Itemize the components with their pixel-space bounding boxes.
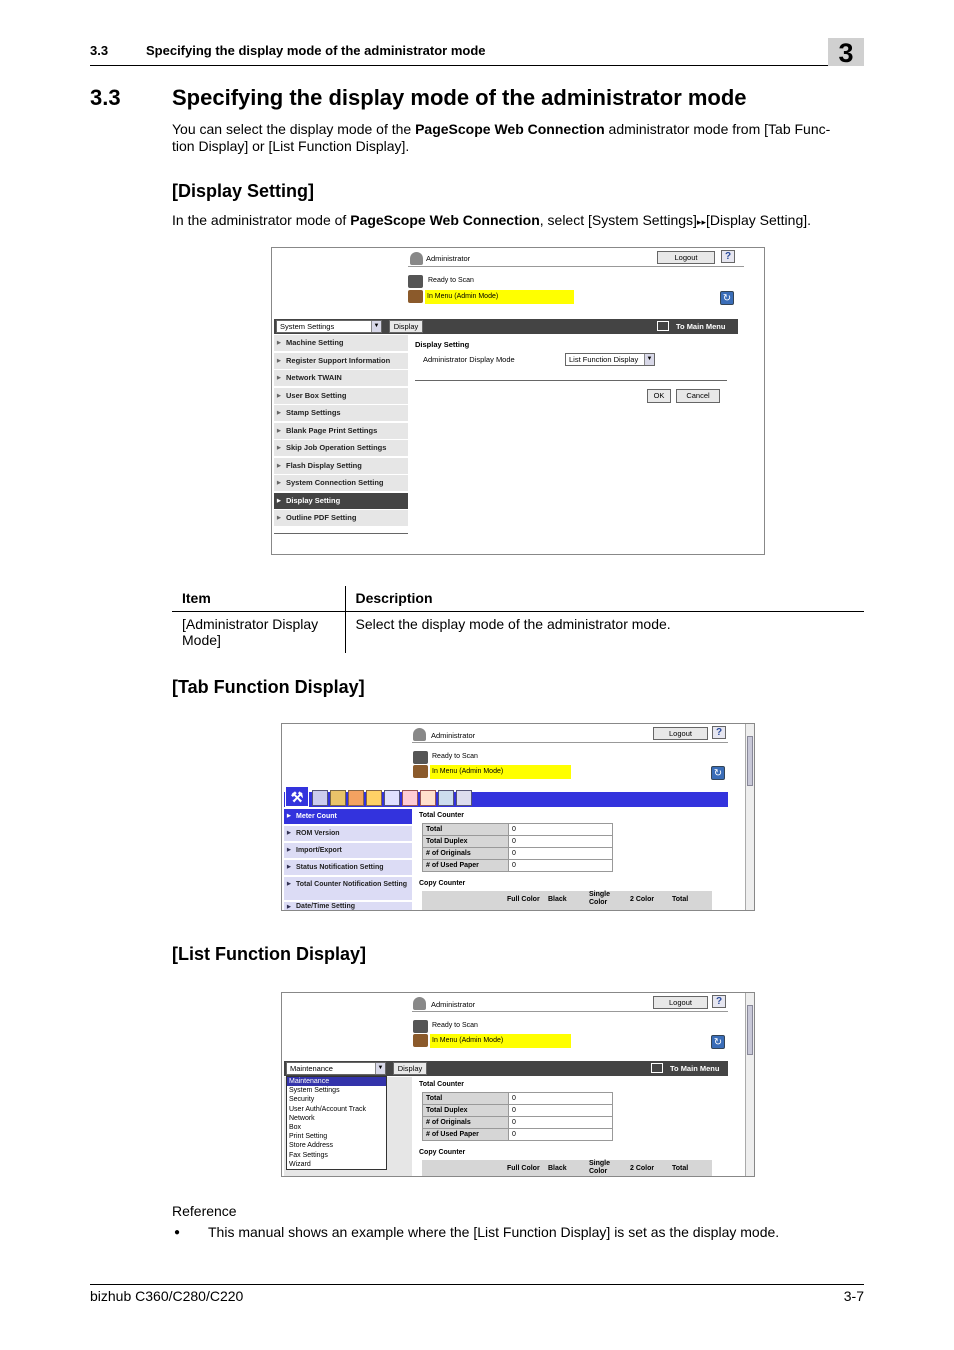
intro-text-3: tion Display] or [List Function Display]. <box>172 138 410 154</box>
section-title: Specifying the display mode of the administrator mode <box>172 85 747 110</box>
intro-bold-product: PageScope Web Connection <box>415 121 605 137</box>
security-tab-icon[interactable] <box>330 790 346 806</box>
table-row <box>423 824 613 836</box>
item-description-table <box>172 586 864 653</box>
counter-value: 0 <box>509 860 613 872</box>
reference-label: Reference <box>172 1203 237 1219</box>
panel-divider <box>415 380 727 381</box>
fax-tab-icon[interactable] <box>420 790 436 806</box>
intro-paragraph <box>172 121 864 155</box>
table-row <box>423 1093 613 1105</box>
counter-label: # of Originals <box>423 848 509 860</box>
table-header-description: Description <box>345 586 864 611</box>
dropdown-option[interactable]: Fax Settings <box>289 1151 328 1159</box>
to-main-menu-link[interactable]: To Main Menu <box>676 322 726 331</box>
page-footer <box>90 1284 864 1304</box>
counter-label: # of Used Paper <box>423 1129 509 1141</box>
dropdown-option[interactable]: Print Setting <box>289 1133 328 1141</box>
scan-tab-icon[interactable] <box>402 790 418 806</box>
header-divider <box>412 1011 728 1012</box>
dropdown-option[interactable]: Wizard <box>289 1160 311 1168</box>
sidebar-item[interactable]: ▶ Flash Display Setting <box>274 458 408 474</box>
sidebar-item[interactable]: ▶ ROM Version <box>284 826 412 841</box>
sidebar-item[interactable]: ▶ Outline PDF Setting <box>274 510 408 526</box>
table-row <box>423 860 613 872</box>
copy-counter-column-header: Total <box>672 1165 689 1172</box>
help-icon[interactable]: ? <box>721 250 735 263</box>
copy-counter-column-header: Single Color <box>589 1160 611 1175</box>
counter-value: 0 <box>509 1105 613 1117</box>
main-menu-icon <box>657 321 669 331</box>
sidebar-item[interactable]: ▶ Machine Setting <box>274 335 408 351</box>
admin-icon <box>413 997 426 1010</box>
copy-counter-column-header: Black <box>548 1165 567 1172</box>
to-main-menu-link[interactable]: To Main Menu <box>670 1064 720 1073</box>
ready-status: Ready to Scan <box>432 1022 478 1029</box>
printer-status-icon <box>408 275 423 288</box>
intro-text-1: You can select the display mode of the <box>172 121 416 137</box>
dropdown-option[interactable]: Security <box>289 1096 315 1104</box>
table-cell-description: Select the display mode of the administrator mode. <box>355 615 671 632</box>
footer-model: bizhub C360/C280/C220 <box>90 1288 244 1304</box>
bullet-icon: ● <box>174 1227 181 1238</box>
sidebar-item[interactable]: ▶ Skip Job Operation Settings <box>274 440 408 456</box>
logout-button[interactable]: Logout <box>657 251 715 264</box>
table-row <box>172 611 864 653</box>
double-arrow-icon: ▸▸ <box>696 217 706 227</box>
chevron-down-icon: ▼ <box>375 1063 385 1074</box>
box-tab-icon[interactable] <box>366 790 382 806</box>
display-setting-heading: [Display Setting] <box>172 181 315 201</box>
total-counter-title: Total Counter <box>419 812 464 819</box>
ds-text-1: In the administrator mode of <box>172 212 351 228</box>
sidebar-item[interactable]: ▶ Total Counter Notification Setting <box>284 877 412 900</box>
scrollbar[interactable] <box>745 724 754 910</box>
admin-label: Administrator <box>431 731 476 740</box>
counter-value: 0 <box>509 1093 613 1105</box>
logout-button[interactable]: Logout <box>653 727 708 740</box>
admin-mode-status: In Menu (Admin Mode) <box>430 1034 571 1048</box>
dropdown-option[interactable]: Store Address <box>289 1142 333 1150</box>
ds-text-2: , select [System Settings] <box>539 212 697 228</box>
panel-title: Display Setting <box>415 340 470 349</box>
sidebar-item[interactable]: ▶ Meter Count <box>284 809 412 824</box>
display-button[interactable]: Display <box>389 320 423 333</box>
store-address-tab-icon[interactable] <box>438 790 454 806</box>
help-icon[interactable]: ? <box>712 995 726 1008</box>
display-setting-text <box>172 212 811 231</box>
chevron-down-icon: ▼ <box>371 321 381 332</box>
sidebar-item[interactable]: ▶ System Connection Setting <box>274 475 408 491</box>
display-mode-value: List Function Display <box>569 355 639 364</box>
sidebar-item[interactable]: ▶ Stamp Settings <box>274 405 408 421</box>
table-row <box>423 848 613 860</box>
copy-counter-column-header: Black <box>548 896 567 903</box>
sidebar-item[interactable]: ▶ Status Notification Setting <box>284 860 412 875</box>
counter-label: Total <box>423 1093 509 1105</box>
counter-value: 0 <box>509 836 613 848</box>
sidebar-item[interactable]: ▶ Register Support Information <box>274 353 408 369</box>
intro-text-2: administrator mode from [Tab Func- <box>604 121 831 137</box>
copy-counter-column-header: 2 Color <box>630 896 655 903</box>
wrench-icon[interactable]: ⚒ <box>285 786 309 807</box>
ds-text-3: [Display Setting]. <box>705 212 812 228</box>
admin-mode-icon <box>413 1034 428 1047</box>
running-header-title: Specifying the display mode of the administrator mode <box>146 43 486 58</box>
admin-label: Administrator <box>426 254 471 263</box>
scrollbar-thumb[interactable] <box>747 1005 753 1055</box>
admin-mode-status: In Menu (Admin Mode) <box>425 290 574 304</box>
counter-label: # of Used Paper <box>423 860 509 872</box>
main-menu-icon <box>651 1063 663 1073</box>
help-icon[interactable]: ? <box>712 726 726 739</box>
printer-status-icon <box>413 1020 428 1033</box>
header-divider <box>408 266 744 267</box>
admin-label: Administrator <box>431 1000 476 1009</box>
copy-counter-column-header: Total <box>672 896 689 903</box>
display-button[interactable]: Display <box>393 1062 427 1075</box>
logout-button[interactable]: Logout <box>653 996 708 1009</box>
admin-mode-icon <box>408 290 423 303</box>
table-row <box>423 1129 613 1141</box>
refresh-icon[interactable]: ↻ <box>711 766 725 780</box>
counter-label: # of Originals <box>423 1117 509 1129</box>
chapter-number-box: 3 <box>828 38 864 66</box>
wizard-tab-icon[interactable] <box>456 790 472 806</box>
menu-bottom-line <box>274 533 408 534</box>
admin-mode-icon <box>413 765 428 778</box>
ok-button[interactable]: OK <box>647 389 671 403</box>
chevron-down-icon: ▼ <box>644 354 654 365</box>
total-counter-title: Total Counter <box>419 1081 464 1088</box>
running-header-number: 3.3 <box>90 43 109 58</box>
admin-mode-status: In Menu (Admin Mode) <box>430 765 571 779</box>
copy-counter-title: Copy Counter <box>419 880 466 887</box>
dropdown-option[interactable]: System Settings <box>289 1087 340 1095</box>
list-display-screenshot <box>281 992 755 1177</box>
display-mode-label: Administrator Display Mode <box>423 355 515 364</box>
ready-status: Ready to Scan <box>432 753 478 760</box>
header-divider <box>412 742 728 743</box>
sidebar-item[interactable]: ▶ Date/Time Setting <box>284 902 412 911</box>
menu-category-select[interactable] <box>286 1062 386 1075</box>
table-row <box>423 1105 613 1117</box>
copy-counter-column-header: Single Color <box>589 891 611 906</box>
counter-label: Total Duplex <box>423 836 509 848</box>
table-header-row <box>172 586 864 611</box>
sidebar-item[interactable]: ▶ Import/Export <box>284 843 412 858</box>
footer-page-number: 3-7 <box>843 1288 864 1304</box>
tab-display-screenshot <box>281 723 755 911</box>
total-counter-table <box>422 1092 613 1141</box>
table-row <box>423 836 613 848</box>
sidebar-item[interactable]: ▶ Blank Page Print Settings <box>274 423 408 439</box>
list-function-display-heading: [List Function Display] <box>172 944 367 964</box>
sidebar-item[interactable]: ▶ Network TWAIN <box>274 370 408 386</box>
table-header-item: Item <box>172 586 345 611</box>
menu-category-value: Maintenance <box>290 1064 333 1073</box>
dropdown-option[interactable]: Maintenance <box>287 1077 386 1086</box>
counter-label: Total Duplex <box>423 1105 509 1117</box>
admin-icon <box>410 252 423 265</box>
total-counter-table <box>422 823 613 872</box>
refresh-icon[interactable]: ↻ <box>720 291 734 305</box>
copy-counter-title: Copy Counter <box>419 1149 466 1156</box>
section-number: 3.3 <box>90 85 121 110</box>
sidebar-item[interactable]: ▶ Display Setting <box>274 493 408 509</box>
ready-status: Ready to Scan <box>428 277 474 284</box>
counter-value: 0 <box>509 824 613 836</box>
sidebar-item[interactable]: ▶ User Box Setting <box>274 388 408 404</box>
table-cell-item: [Administrator Display Mode] <box>172 611 345 653</box>
network-tab-icon[interactable] <box>312 790 328 806</box>
dropdown-option[interactable]: User Auth/Account Track <box>289 1105 367 1113</box>
copy-counter-column-header: Full Color <box>507 896 540 903</box>
running-header <box>90 42 864 66</box>
counter-label: Total <box>423 824 509 836</box>
display-mode-select[interactable] <box>565 353 655 366</box>
menu-category-value: System Settings <box>280 322 335 331</box>
category-dropdown-list[interactable] <box>286 1076 387 1170</box>
counter-value: 0 <box>509 1129 613 1141</box>
admin-icon <box>413 728 426 741</box>
scrollbar-thumb[interactable] <box>747 736 753 786</box>
tab-function-display-heading: [Tab Function Display] <box>172 677 365 697</box>
user-auth-tab-icon[interactable] <box>348 790 364 806</box>
counter-value: 0 <box>509 1117 613 1129</box>
counter-value: 0 <box>509 848 613 860</box>
display-setting-screenshot <box>271 247 765 555</box>
print-tab-icon[interactable] <box>384 790 400 806</box>
copy-counter-column-header: 2 Color <box>630 1165 655 1172</box>
refresh-icon[interactable]: ↻ <box>711 1035 725 1049</box>
table-row <box>423 1117 613 1129</box>
ds-bold-product: PageScope Web Connection <box>350 212 540 228</box>
menu-category-select[interactable] <box>276 320 382 333</box>
reference-text: This manual shows an example where the [List Function Display] is set as the display mode. <box>208 1224 780 1240</box>
scrollbar[interactable] <box>745 993 754 1176</box>
dropdown-option[interactable]: Box <box>289 1123 302 1131</box>
copy-counter-column-header: Full Color <box>507 1165 540 1172</box>
cancel-button[interactable]: Cancel <box>676 389 720 403</box>
dropdown-option[interactable]: Network <box>289 1114 315 1122</box>
printer-status-icon <box>413 751 428 764</box>
